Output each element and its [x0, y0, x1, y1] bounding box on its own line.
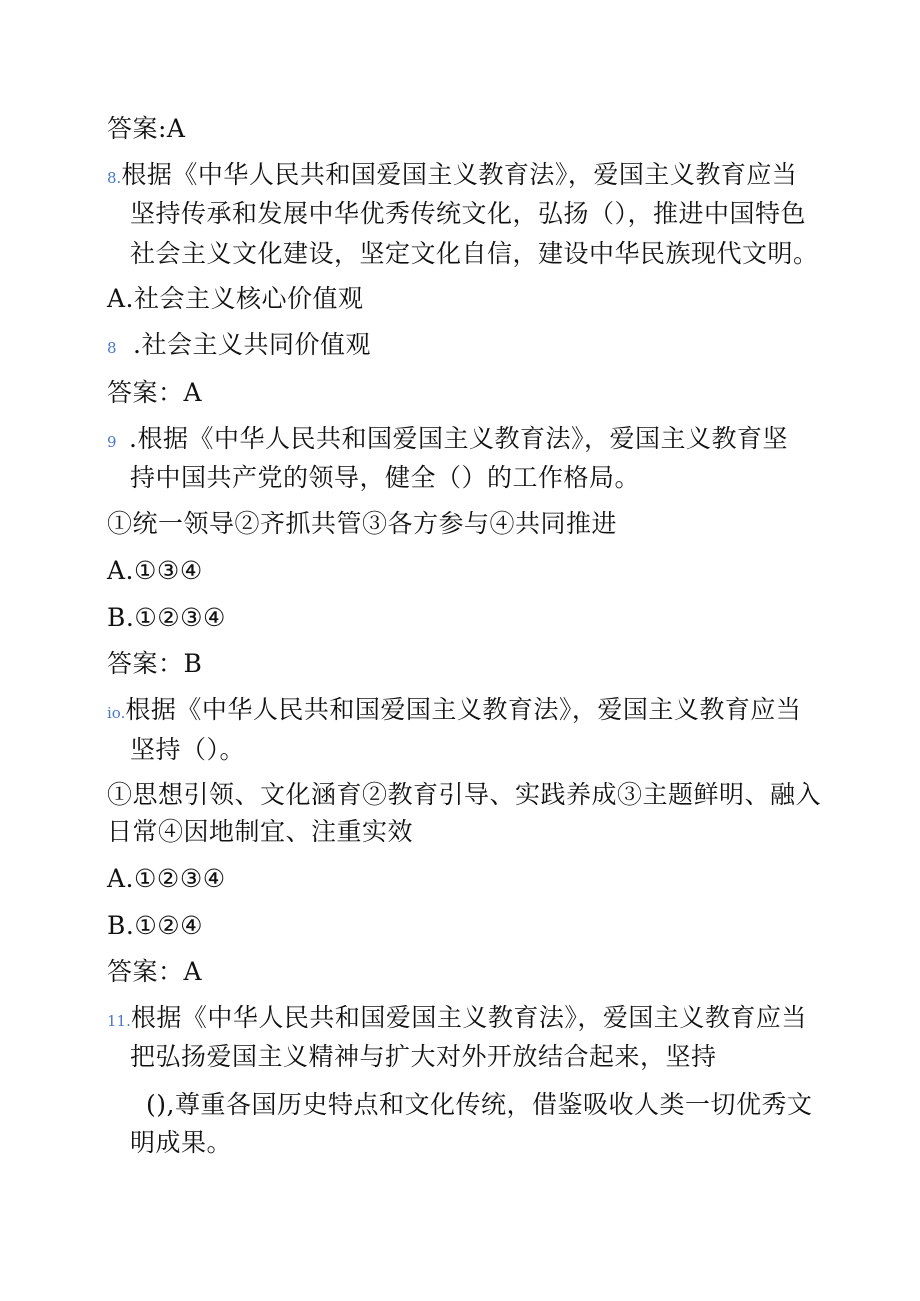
question-9-line-2: 持中国共产党的领导，健全（）的工作格局。 [130, 463, 641, 492]
question-8-option-b-number: 8 [107, 339, 117, 357]
question-9-line-1 [107, 424, 788, 457]
question-11-line-3: (),尊重各国历史特点和文化传统，借鉴吸收人类一切优秀文 [146, 1090, 813, 1119]
question-8-line-1 [107, 160, 797, 193]
question-10-text-1: 根据《中华人民共和国爱国主义教育法》，爱国主义教育应当 [125, 695, 802, 724]
question-9-answer: 答案：B [107, 649, 203, 678]
question-8-answer: 答案：A [107, 378, 203, 407]
question-8-number: 8. [107, 169, 122, 187]
question-8-text-1: 根据《中华人民共和国爱国主义教育法》，爱国主义教育应当 [121, 160, 798, 189]
answer-previous: 答案:A [107, 114, 186, 143]
question-10-option-a: A.①②③④ [107, 864, 226, 893]
question-8-option-b [107, 330, 371, 363]
question-10-line-2: 坚持（）。 [130, 735, 246, 764]
question-8-option-b-text: .社会主义共同价值观 [133, 330, 371, 359]
question-10-number: io. [107, 704, 126, 722]
question-8-line-3: 社会主义文化建设，坚定文化自信，建设中华民族现代文明。 [130, 239, 819, 268]
question-10-option-b: B.①②④ [107, 911, 204, 940]
question-10-items-2: 日常④因地制宜、注重实效 [107, 817, 414, 846]
question-11-line-4: 明成果。 [130, 1128, 233, 1157]
question-11-line-1 [107, 1003, 807, 1036]
question-10-items-1: ①思想引领、文化涵育②教育引导、实践养成③主题鲜明、融入 [107, 780, 822, 809]
question-9-option-a: A.①③④ [107, 556, 203, 585]
question-11-number: 11. [107, 1012, 131, 1030]
question-10-line-1 [107, 695, 801, 728]
question-9-text-1: .根据《中华人民共和国爱国主义教育法》，爱国主义教育坚 [129, 424, 788, 453]
question-9-number: 9 [107, 433, 117, 451]
question-9-items: ①统一领导②齐抓共管③各方参与④共同推进 [107, 509, 618, 538]
question-8-line-2: 坚持传承和发展中华优秀传统文化，弘扬（），推进中国特色 [130, 199, 807, 228]
question-10-answer: 答案：A [107, 957, 203, 986]
question-11-text-1: 根据《中华人民共和国爱国主义教育法》，爱国主义教育应当 [130, 1003, 807, 1032]
question-11-line-2: 把弘扬爱国主义精神与扩大对外开放结合起来，坚持 [130, 1042, 717, 1071]
question-9-option-b: B.①②③④ [107, 603, 226, 632]
question-8-option-a: A.社会主义核心价值观 [107, 284, 364, 313]
